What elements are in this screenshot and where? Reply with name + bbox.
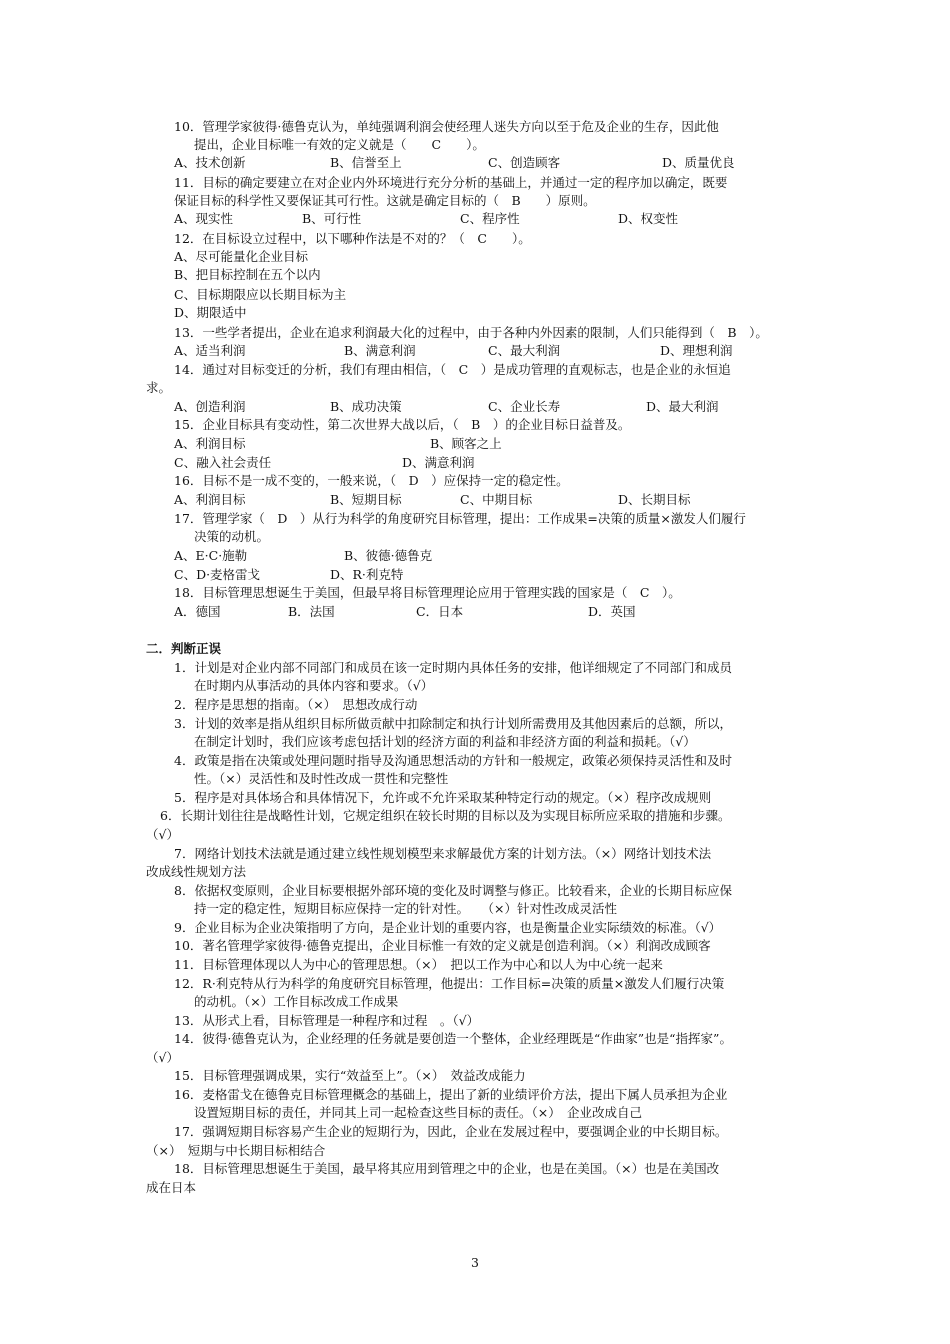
- q14-option-b: B、成功决策: [330, 399, 402, 414]
- q17-option-b: B、彼德·德鲁克: [344, 548, 433, 563]
- tf-line: 15．目标管理强调成果，实行“效益至上”。（×） 效益改成能力: [174, 1068, 526, 1083]
- q18-option-c: C．日本: [416, 604, 464, 619]
- q13-option-a: A、适当利润: [174, 343, 246, 358]
- q11-option-c: C、程序性: [460, 211, 520, 226]
- q15-option-a: A、利润目标: [174, 436, 246, 451]
- q16-stem: 16．目标不是一成不变的，一般来说，（ D ）应保持一定的稳定性。: [174, 473, 569, 488]
- q16-option-a: A、利润目标: [174, 492, 246, 507]
- q12-option-a: A、尽可能量化企业目标: [174, 249, 309, 264]
- tf-line: 14．彼得·德鲁克认为，企业经理的任务就是要创造一个整体，企业经理既是“作曲家”也是“指挥家”。: [174, 1031, 732, 1046]
- tf-line: （√）: [146, 827, 179, 842]
- q10-option-d: D、质量优良: [662, 155, 735, 170]
- q17-option-a: A、E·C·施勒: [174, 548, 248, 563]
- q10-stem-line2: 提出，企业目标唯一有效的定义就是（ C ）。: [194, 137, 485, 152]
- q16-option-c: C、中期目标: [460, 492, 533, 507]
- q10-option-a: A、技术创新: [174, 155, 246, 170]
- q18-option-a: A．德国: [174, 604, 221, 619]
- tf-line: 6．长期计划往往是战略性计划，它规定组织在较长时期的目标以及为实现目标所应采取的措施和步骤。: [160, 808, 731, 823]
- tf-line: 11．目标管理体现以人为中心的管理思想。（×） 把以工作为中心和以人为中心统一起来: [174, 957, 663, 972]
- q16-option-b: B、短期目标: [330, 492, 402, 507]
- tf-line: 16．麦格雷戈在德鲁克目标管理概念的基础上，提出了新的业绩评价方法，提出下属人员承担为企业: [174, 1087, 728, 1102]
- q17-stem-line1: 17．管理学家（ D ）从行为科学的角度研究目标管理，提出：工作成果=决策的质量×激发人们履行: [174, 511, 746, 526]
- tf-line: 17．强调短期目标容易产生企业的短期行为，因此，企业在发展过程中，要强调企业的中长期目标。: [174, 1124, 728, 1139]
- q15-option-c: C、融入社会责任: [174, 455, 272, 470]
- q13-option-d: D、理想利润: [660, 343, 733, 358]
- q11-option-d: D、权变性: [618, 211, 679, 226]
- tf-line: 2．程序是思想的指南。（×） 思想改成行动: [174, 697, 418, 712]
- tf-line: 1．计划是对企业内部不同部门和成员在该一定时期内具体任务的安排，他详细规定了不同部门和成员: [174, 660, 732, 675]
- q14-stem-line2: 求。: [146, 380, 172, 395]
- tf-line: （√）: [146, 1050, 179, 1065]
- q13-option-c: C、最大利润: [488, 343, 561, 358]
- q11-stem-line2: 保证目标的科学性又要保证其可行性。这就是确定目标的（ B ）原则。: [174, 193, 596, 208]
- tf-line: 成在日本: [146, 1180, 197, 1195]
- tf-line: 4．政策是指在决策或处理问题时指导及沟通思想活动的方针和一般规定，政策必须保持灵活性和及时: [174, 753, 732, 768]
- q14-option-d: D、最大利润: [646, 399, 719, 414]
- tf-line: 的动机。（×）工作目标改成工作成果: [194, 994, 399, 1009]
- tf-line: 在制定计划时，我们应该考虑包括计划的经济方面的利益和非经济方面的利益和损耗。（√）: [194, 734, 696, 749]
- tf-line: 8．依据权变原则，企业目标要根据外部环境的变化及时调整与修正。比较看来，企业的长期目标应保: [174, 883, 732, 898]
- tf-line: 持一定的稳定性，短期目标应保持一定的针对性。 （×）针对性改成灵活性: [194, 901, 617, 916]
- tf-line: 9．企业目标为企业决策指明了方向，是企业计划的重要内容，也是衡量企业实际绩效的标准。（√）: [174, 920, 722, 935]
- q15-stem: 15．企业目标具有变动性，第二次世界大战以后，（ B ）的企业目标日益普及。: [174, 417, 631, 432]
- q17-option-d: D、R·利克特: [330, 567, 404, 582]
- q15-option-b: B、顾客之上: [430, 436, 502, 451]
- q18-option-b: B．法国: [288, 604, 335, 619]
- tf-line: 3．计划的效率是指从组织目标所做贡献中扣除制定和执行计划所需费用及其他因素后的总额，所以，: [174, 716, 732, 731]
- q10-stem-line1: 10．管理学家彼得·德鲁克认为，单纯强调利润会使经理人迷失方向以至于危及企业的生存，因此他: [174, 119, 719, 134]
- q12-option-c: C、目标期限应以长期目标为主: [174, 287, 347, 302]
- q12-option-b: B、把目标控制在五个以内: [174, 267, 321, 282]
- q14-stem-line1: 14．通过对目标变迁的分析，我们有理由相信，（ C ）是成功管理的直观标志，也是企业的永恒追: [174, 362, 731, 377]
- tf-line: 10．著名管理学家彼得·德鲁克提出，企业目标惟一有效的定义就是创造利润。（×）利润改成顾客: [174, 938, 711, 953]
- q11-option-a: A、现实性: [174, 211, 234, 226]
- q16-option-d: D、长期目标: [618, 492, 691, 507]
- q14-option-a: A、创造利润: [174, 399, 246, 414]
- q18-option-d: D．英国: [588, 604, 636, 619]
- q17-stem-line2: 决策的动机。: [194, 529, 270, 544]
- section-heading-true-false: 二．判断正误: [146, 641, 222, 656]
- q13-stem: 13．一些学者提出，企业在追求利润最大化的过程中，由于各种内外因素的限制，人们只能得到（ B ）。: [174, 325, 768, 340]
- tf-line: 7．网络计划技术法就是通过建立线性规划模型来求解最优方案的计划方法。（×）网络计划技术法: [174, 846, 712, 861]
- tf-line: 性。（×）灵活性和及时性改成一贯性和完整性: [194, 771, 449, 786]
- tf-line: （×） 短期与中长期目标相结合: [146, 1143, 326, 1158]
- tf-line: 在时期内从事活动的具体内容和要求。（√）: [194, 678, 434, 693]
- tf-line: 设置短期目标的责任，并同其上司一起检查这些目标的责任。（×） 企业改成自己: [194, 1105, 642, 1120]
- q11-option-b: B、可行性: [302, 211, 362, 226]
- q11-stem-line1: 11．目标的确定要建立在对企业内外环境进行充分分析的基础上，并通过一定的程序加以确定，既要: [174, 175, 728, 190]
- q15-option-d: D、满意利润: [402, 455, 475, 470]
- q17-option-c: C、D·麦格雷戈: [174, 567, 261, 582]
- q12-stem: 12．在目标设立过程中，以下哪种作法是不对的？（ C ）。: [174, 231, 531, 246]
- q12-option-d: D、期限适中: [174, 305, 247, 320]
- q10-option-b: B、信誉至上: [330, 155, 402, 170]
- tf-line: 18．目标管理思想诞生于美国，最早将其应用到管理之中的企业，也是在美国。（×）也是在美国改: [174, 1161, 720, 1176]
- tf-line: 12．R·利克特从行为科学的角度研究目标管理，他提出：工作目标=决策的质量×激发人们履行决策: [174, 976, 725, 991]
- tf-line: 5．程序是对具体场合和具体情况下，允许或不允许采取某种特定行动的规定。（×）程序改成规则: [174, 790, 712, 805]
- q18-stem: 18．目标管理思想诞生于美国，但最早将目标管理理论应用于管理实践的国家是（ C ）。: [174, 585, 681, 600]
- tf-line: 改成线性规划方法: [146, 864, 247, 879]
- tf-line: 13．从形式上看，目标管理是一种程序和过程 。（√）: [174, 1013, 480, 1028]
- q13-option-b: B、满意利润: [344, 343, 416, 358]
- q14-option-c: C、企业长寿: [488, 399, 561, 414]
- q10-option-c: C、创造顾客: [488, 155, 561, 170]
- page-number: 3: [471, 1255, 479, 1270]
